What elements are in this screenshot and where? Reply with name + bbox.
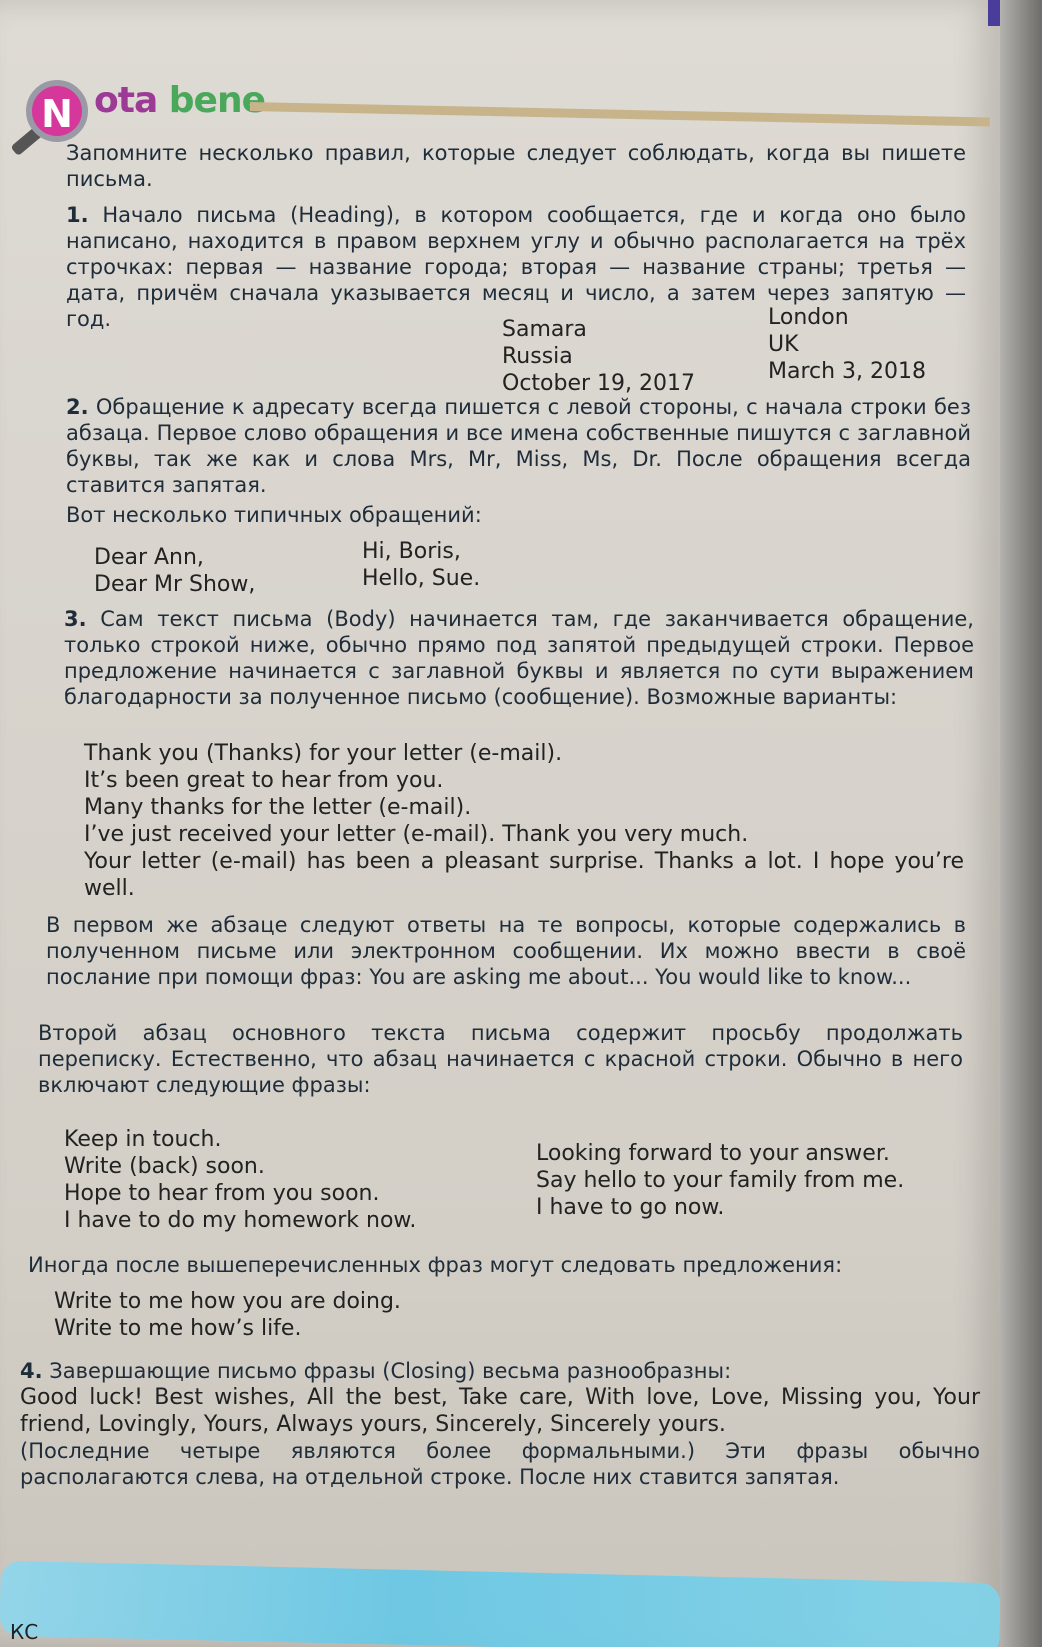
logo-text-a: ota: [94, 80, 158, 121]
phrase: Many thanks for the letter (e-mail).: [84, 795, 472, 820]
thanks-phrases: [84, 740, 964, 902]
phrase: Hope to hear from you soon.: [64, 1181, 380, 1206]
phrase: Write to me how you are doing.: [54, 1289, 401, 1314]
rule-2-subtext: Вот несколько типичных обращений:: [66, 503, 482, 527]
greeting: Dear Ann,: [94, 545, 204, 570]
rule-2: [66, 394, 971, 528]
magnifier-icon: [26, 80, 88, 142]
body-paragraph-1: В первом же абзаце следуют ответы на те вопросы, которые содержались в полученном письме или электронном сообщении. Их можно ввести в своё послание при помощи фраз: You are asking me about... You would like to know...: [46, 913, 966, 989]
logo-text: [94, 80, 265, 121]
phrase: Write (back) soon.: [64, 1154, 265, 1179]
example-city: Samara: [502, 317, 587, 342]
closing-list: Good luck! Best wishes, All the best, Take care, With love, Love, Missing you, Your friend, Lovingly, Yours, Always yours, Sincerely, Sincerely yours.: [20, 1385, 980, 1437]
page-edge-shadow: [1000, 0, 1042, 1647]
body-paragraph-3: Иногда после вышеперечисленных фраз могут следовать предложения:: [28, 1253, 843, 1277]
page-corner: [988, 0, 1000, 26]
logo-text-b: bene: [168, 80, 266, 121]
example-date: October 19, 2017: [502, 371, 696, 396]
rule-3-number: 3.: [64, 607, 87, 631]
extra-phrases: [54, 1288, 401, 1342]
rule-3: [64, 606, 974, 710]
example-date: March 3, 2018: [768, 359, 927, 384]
phrase: I’ve just received your letter (e-mail). Thank you very much.: [84, 822, 749, 847]
example-country: Russia: [502, 344, 573, 369]
intro-text: Запомните несколько правил, которые следует соблюдать, когда вы пишете письма.: [66, 141, 966, 191]
rule-2-text: Обращение к адресату всегда пишется с левой стороны, с начала строки без абзаца. Первое слово обращения и все имена собственные пишутся с заглавной буквы, так же как и слова Mrs, Mr, Miss, Ms, Dr. После обращения всегда ставится запятая.: [66, 395, 971, 497]
heading-example-left: [502, 316, 695, 397]
greeting: Hi, Boris,: [362, 539, 461, 564]
phrase: I have to go now.: [536, 1195, 725, 1220]
rule-1-number: 1.: [66, 203, 89, 227]
header-rule: [250, 102, 990, 126]
rule-1-text: Начало письма (Heading), в котором сообщается, где и когда оно было написано, находится в правом верхнем углу и обычно располагается на трёх строчках: первая — название города; вторая — название страны; третья — дата, причём сначала указывается месяц и число, а затем через запятую — год.: [66, 203, 966, 331]
rule-4-text: Завершающие письмо фразы (Closing) весьма разнообразны:: [49, 1359, 732, 1383]
phrase: Keep in touch.: [64, 1127, 222, 1152]
greetings-right: [362, 538, 480, 592]
example-city: London: [768, 305, 849, 330]
blue-marker-scribble: [0, 1561, 1000, 1647]
body-paragraph-2: Второй абзац основного текста письма содержит просьбу продолжать переписку. Естественно, что абзац начинается с красной строки. Обычно в него включают следующие фразы:: [38, 1021, 963, 1097]
phrase: It’s been great to hear from you.: [84, 768, 444, 793]
phrase: Looking forward to your answer.: [536, 1141, 890, 1166]
greeting: Dear Mr Show,: [94, 572, 256, 597]
phrase: Your letter (e-mail) has been a pleasant surprise. Thanks a lot. I hope you’re well.: [84, 849, 964, 901]
phrase: I have to do my homework now.: [64, 1208, 417, 1233]
cut-off-text: КС: [10, 1620, 39, 1644]
closing-note: (Последние четыре являются более формальными.) Эти фразы обычно располагаются слева, на отдельной строке. После них ставится запятая.: [20, 1439, 980, 1489]
greeting: Hello, Sue.: [362, 566, 481, 591]
phrase: Thank you (Thanks) for your letter (e-mail).: [84, 741, 563, 766]
greetings-left: [94, 544, 255, 598]
rule-4-number: 4.: [20, 1359, 43, 1383]
rule-4: [20, 1358, 980, 1490]
closing-phrases-right: [536, 1140, 904, 1221]
example-country: UK: [768, 332, 799, 357]
phrase: Write to me how’s life.: [54, 1316, 302, 1341]
heading-example-right: [768, 304, 926, 385]
logo-letter: N: [41, 92, 73, 136]
rule-2-number: 2.: [66, 395, 89, 419]
closing-phrases-left: [64, 1126, 416, 1234]
rule-3-text: Сам текст письма (Body) начинается там, где заканчивается обращение, только строкой ниже, обычно прямо под запятой предыдущей строки. Первое предложение начинается с заглавной буквы и является по сути выражением благодарности за полученное письмо (сообщение). Возможные варианты:: [64, 607, 974, 709]
phrase: Say hello to your family from me.: [536, 1168, 905, 1193]
